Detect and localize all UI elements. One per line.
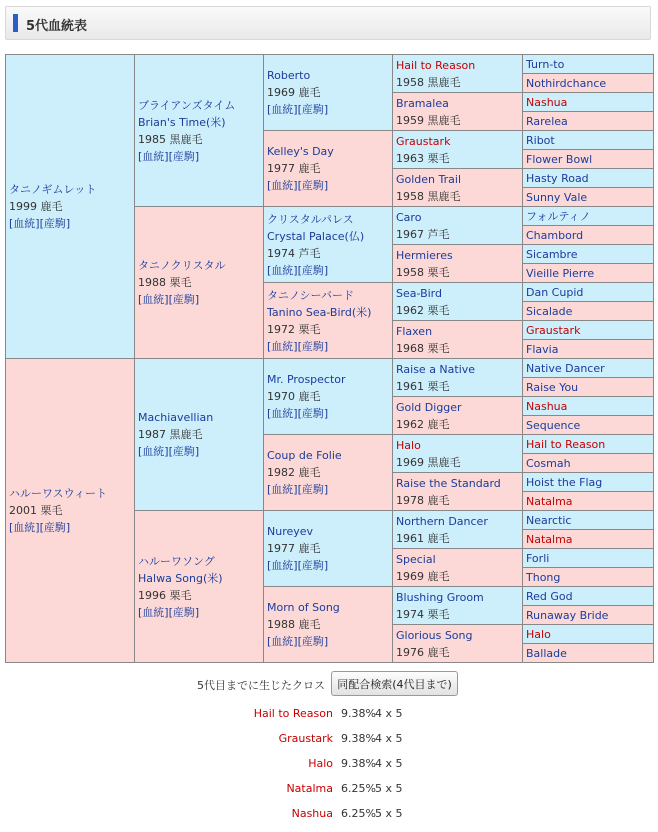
horse-name-link[interactable]: Dan Cupid — [526, 285, 584, 299]
horse-name-link[interactable]: タニノクリスタル — [138, 259, 226, 272]
horse-name-link[interactable]: Halo — [396, 438, 421, 452]
page-title: 5代血統表 — [26, 19, 88, 34]
pedigree-cell — [523, 549, 654, 568]
section-header — [5, 6, 651, 40]
pedigree-cell — [393, 245, 523, 283]
horse-name-link[interactable]: Flower Bowl — [526, 152, 593, 166]
horse-name-link[interactable]: Halo — [526, 627, 551, 641]
offspring-link[interactable]: [産駒] — [39, 217, 71, 230]
horse-name-link[interactable]: Northern Dancer — [396, 514, 488, 528]
pedigree-cell — [135, 511, 264, 663]
pedigree-cell — [6, 359, 135, 663]
horse-info: 1968 栗毛 — [396, 341, 450, 355]
horse-name-link[interactable]: Flavia — [526, 342, 559, 356]
offspring-link[interactable]: [産駒] — [168, 149, 200, 163]
horse-info: 1958 黒鹿毛 — [396, 75, 461, 89]
horse-name-link[interactable]: Red God — [526, 589, 573, 603]
horse-name-link[interactable]: ハルーワスウィート — [9, 487, 108, 500]
horse-name-link[interactable]: Mr. Prospector — [267, 373, 346, 386]
horse-name-link[interactable]: Raise a Native — [396, 362, 476, 376]
pedigree-link[interactable]: [血統] — [9, 217, 40, 230]
pedigree-cell — [6, 55, 135, 359]
horse-info: 1999 鹿毛 — [9, 200, 63, 213]
horse-name-link[interactable]: Sicambre — [526, 247, 578, 261]
pedigree-cell — [393, 131, 523, 169]
pedigree-link[interactable]: [血統] — [138, 605, 169, 619]
cross-percent: 9.38% — [341, 757, 376, 770]
offspring-link[interactable]: [産駒] — [297, 635, 329, 648]
pedigree-cell — [523, 74, 654, 93]
cross-generation: 4 x 5 — [375, 757, 403, 770]
pedigree-cell — [135, 207, 264, 359]
pedigree-cell — [523, 435, 654, 454]
horse-name-link[interactable]: Halwa Song(米) — [138, 571, 223, 585]
pedigree-cell — [393, 625, 523, 663]
pedigree-link[interactable]: [血統] — [267, 103, 298, 116]
cross-row — [0, 707, 658, 727]
horse-info: 1961 鹿毛 — [396, 531, 450, 545]
cross-percent: 6.25% — [341, 782, 376, 795]
pedigree-cell — [393, 207, 523, 245]
horse-name-link[interactable]: Ballade — [526, 646, 567, 660]
pedigree-cell — [264, 587, 393, 663]
horse-name-link[interactable]: Flaxen — [396, 324, 433, 338]
pedigree-cell — [523, 530, 654, 549]
cross-row — [0, 757, 658, 777]
horse-info: 1963 栗毛 — [396, 151, 450, 165]
horse-name-link[interactable]: Sequence — [526, 418, 581, 432]
pedigree-cell — [523, 226, 654, 245]
horse-info: 1959 黒鹿毛 — [396, 113, 461, 127]
pedigree-row — [6, 359, 654, 378]
pedigree-cell — [523, 207, 654, 226]
pedigree-cell — [523, 131, 654, 150]
pedigree-cell — [393, 93, 523, 131]
cross-horse-link[interactable]: Natalma — [286, 782, 333, 795]
horse-info: 1974 芦毛 — [267, 246, 321, 260]
horse-name-link[interactable]: フォルティノ — [526, 209, 591, 223]
offspring-link[interactable]: [産駒] — [168, 605, 200, 619]
offspring-link[interactable]: [産駒] — [297, 179, 329, 192]
pedigree-cell — [523, 93, 654, 112]
offspring-link[interactable]: [産駒] — [39, 521, 71, 534]
pedigree-cell — [393, 435, 523, 473]
cross-horse-link[interactable]: Halo — [308, 757, 333, 770]
pedigree-link[interactable]: [血統] — [267, 263, 298, 277]
horse-name-link[interactable]: Nothirdchance — [526, 76, 607, 90]
horse-name-link[interactable]: Hail to Reason — [396, 58, 476, 72]
horse-name-link[interactable]: Hoist the Flag — [526, 475, 603, 489]
pedigree-cell — [523, 397, 654, 416]
pedigree-cell — [523, 587, 654, 606]
same-cross-search-button[interactable]: 同配合検索(4代目まで) — [331, 671, 458, 696]
horse-name-link[interactable]: Gold Digger — [396, 400, 462, 414]
horse-info: 1972 栗毛 — [267, 322, 321, 336]
pedigree-cell — [393, 473, 523, 511]
cross-percent: 9.38% — [341, 732, 376, 745]
pedigree-cell — [393, 321, 523, 359]
cross-row — [0, 807, 658, 827]
pedigree-cell — [393, 397, 523, 435]
pedigree-cell — [523, 321, 654, 340]
pedigree-cell — [523, 112, 654, 131]
pedigree-cell — [393, 549, 523, 587]
horse-name-link[interactable]: Machiavellian — [138, 411, 214, 424]
horse-info: 1988 栗毛 — [138, 276, 192, 289]
horse-name-link[interactable]: タニノギムレット — [9, 183, 97, 196]
pedigree-cell — [264, 207, 393, 283]
horse-info: 1996 栗毛 — [138, 588, 192, 602]
horse-name-link[interactable]: Tanino Sea-Bird(米) — [267, 305, 372, 319]
pedigree-link[interactable]: [血統] — [138, 445, 169, 458]
pedigree-cell — [393, 169, 523, 207]
horse-info: 1987 黒鹿毛 — [138, 428, 203, 441]
pedigree-cell — [523, 264, 654, 283]
horse-info: 1982 鹿毛 — [267, 466, 321, 479]
horse-name-link[interactable]: Raise the Standard — [396, 476, 501, 490]
pedigree-link[interactable]: [血統] — [267, 559, 298, 572]
horse-info: 1977 鹿毛 — [267, 162, 321, 175]
pedigree-table — [5, 54, 654, 663]
horse-name-link[interactable]: Graustark — [526, 323, 581, 337]
horse-name-link[interactable]: Special — [396, 552, 436, 566]
horse-info: 1974 栗毛 — [396, 607, 450, 621]
horse-name-link[interactable]: Hail to Reason — [526, 437, 606, 451]
pedigree-cell — [523, 55, 654, 74]
horse-name-link[interactable]: Crystal Palace(仏) — [267, 229, 365, 243]
cross-label: 5代目までに生じたクロス — [197, 679, 325, 692]
horse-name-link[interactable]: Nashua — [526, 399, 568, 413]
cross-horse-link[interactable]: Hail to Reason — [253, 707, 333, 720]
pedigree-cell — [393, 283, 523, 321]
pedigree-cell — [523, 511, 654, 530]
horse-name-link[interactable]: Nureyev — [267, 525, 314, 538]
horse-name-link[interactable]: Sunny Vale — [526, 190, 588, 204]
horse-name-link[interactable]: Morn of Song — [267, 601, 340, 614]
cross-percent: 6.25% — [341, 807, 376, 820]
cross-generation: 4 x 5 — [375, 707, 403, 720]
pedigree-cell — [264, 435, 393, 511]
horse-info: 1988 鹿毛 — [267, 618, 321, 631]
horse-info: 2001 栗毛 — [9, 504, 63, 517]
pedigree-cell — [523, 644, 654, 663]
pedigree-cell — [523, 169, 654, 188]
horse-name-link[interactable]: Chambord — [526, 228, 584, 242]
cross-generation: 5 x 5 — [375, 782, 403, 795]
horse-name-link[interactable]: Sea-Bird — [396, 286, 442, 300]
horse-name-link[interactable]: Turn-to — [526, 57, 565, 71]
horse-name-link[interactable]: Raise You — [526, 380, 579, 394]
horse-name-link[interactable]: Golden Trail — [396, 172, 462, 186]
horse-info: 1970 鹿毛 — [267, 390, 321, 403]
horse-name-link[interactable]: Native Dancer — [526, 361, 605, 375]
horse-info: 1969 黒鹿毛 — [396, 455, 461, 469]
horse-name-link[interactable]: Natalma — [526, 494, 573, 508]
pedigree-cell — [523, 359, 654, 378]
pedigree-row — [6, 55, 654, 74]
horse-info: 1967 芦毛 — [396, 227, 450, 241]
horse-info: 1958 黒鹿毛 — [396, 189, 461, 203]
offspring-link[interactable]: [産駒] — [297, 407, 329, 420]
pedigree-link[interactable]: [血統] — [267, 483, 298, 496]
pedigree-cell — [523, 245, 654, 264]
pedigree-cell — [523, 454, 654, 473]
horse-name-link[interactable]: ブライアンズタイム — [138, 98, 236, 112]
pedigree-link[interactable]: [血統] — [138, 149, 169, 163]
horse-name-link[interactable]: Natalma — [526, 532, 573, 546]
offspring-link[interactable]: [産駒] — [297, 483, 329, 496]
horse-name-link[interactable]: Runaway Bride — [526, 608, 609, 622]
offspring-link[interactable]: [産駒] — [168, 293, 200, 306]
horse-info: 1961 栗毛 — [396, 379, 450, 393]
horse-name-link[interactable]: Nashua — [526, 95, 568, 109]
cross-row — [0, 732, 658, 752]
pedigree-cell — [523, 188, 654, 207]
pedigree-link[interactable]: [血統] — [9, 521, 40, 534]
pedigree-cell — [393, 359, 523, 397]
horse-name-link[interactable]: クリスタルパレス — [267, 212, 354, 226]
pedigree-cell — [264, 359, 393, 435]
pedigree-link[interactable]: [血統] — [138, 293, 169, 306]
horse-name-link[interactable]: Thong — [526, 570, 561, 584]
pedigree-link[interactable]: [血統] — [267, 339, 298, 353]
pedigree-cell — [393, 55, 523, 93]
horse-name-link[interactable]: タニノシーバード — [267, 288, 355, 302]
pedigree-cell — [264, 55, 393, 131]
pedigree-link[interactable]: [血統] — [267, 407, 298, 420]
pedigree-link[interactable]: [血統] — [267, 179, 298, 192]
horse-name-link[interactable]: Coup de Folie — [267, 449, 342, 462]
offspring-link[interactable]: [産駒] — [297, 103, 329, 116]
pedigree-cell — [264, 131, 393, 207]
horse-info: 1976 鹿毛 — [396, 645, 450, 659]
horse-info: 1969 鹿毛 — [396, 569, 450, 583]
pedigree-cell — [523, 568, 654, 587]
offspring-link[interactable]: [産駒] — [297, 263, 329, 277]
pedigree-cell — [264, 283, 393, 359]
pedigree-cell — [523, 416, 654, 435]
horse-name-link[interactable]: ハルーワソング — [138, 554, 215, 568]
horse-info: 1978 鹿毛 — [396, 493, 450, 507]
horse-name-link[interactable]: Brian's Time(米) — [138, 115, 226, 129]
pedigree-cell — [523, 473, 654, 492]
horse-info: 1958 栗毛 — [396, 265, 450, 279]
horse-name-link[interactable]: Caro — [396, 210, 422, 224]
cross-horse-link[interactable]: Nashua — [291, 807, 333, 820]
horse-name-link[interactable]: Vieille Pierre — [526, 266, 595, 280]
horse-info: 1962 栗毛 — [396, 303, 450, 317]
pedigree-link[interactable]: [血統] — [267, 635, 298, 648]
horse-name-link[interactable]: Kelley's Day — [267, 145, 334, 158]
offspring-link[interactable]: [産駒] — [168, 445, 200, 458]
horse-info: 1985 黒鹿毛 — [138, 132, 203, 146]
horse-name-link[interactable]: Roberto — [267, 69, 311, 82]
horse-name-link[interactable]: Ribot — [526, 133, 555, 147]
pedigree-cell — [523, 606, 654, 625]
header-accent-bar — [13, 14, 18, 32]
horse-name-link[interactable]: Forli — [526, 551, 550, 565]
horse-name-link[interactable]: Hasty Road — [526, 171, 589, 185]
cross-percent: 9.38% — [341, 707, 376, 720]
pedigree-cell — [135, 55, 264, 207]
pedigree-cell — [135, 359, 264, 511]
horse-name-link[interactable]: Rarelea — [526, 114, 568, 128]
offspring-link[interactable]: [産駒] — [297, 339, 329, 353]
cross-horse-link[interactable]: Graustark — [278, 732, 333, 745]
horse-name-link[interactable]: Blushing Groom — [396, 590, 484, 604]
horse-info: 1977 鹿毛 — [267, 542, 321, 555]
pedigree-cell — [523, 625, 654, 644]
cross-generation: 5 x 5 — [375, 807, 403, 820]
pedigree-cell — [523, 492, 654, 511]
horse-name-link[interactable]: Bramalea — [396, 96, 449, 110]
cross-row — [0, 782, 658, 802]
offspring-link[interactable]: [産駒] — [297, 559, 329, 572]
pedigree-cell — [523, 340, 654, 359]
cross-generation: 4 x 5 — [375, 732, 403, 745]
pedigree-cell — [523, 378, 654, 397]
horse-name-link[interactable]: Graustark — [396, 134, 451, 148]
horse-info: 1962 鹿毛 — [396, 417, 450, 431]
pedigree-cell — [393, 587, 523, 625]
horse-name-link[interactable]: Cosmah — [526, 456, 571, 470]
horse-name-link[interactable]: Glorious Song — [396, 628, 473, 642]
pedigree-cell — [264, 511, 393, 587]
horse-name-link[interactable]: Sicalade — [526, 304, 573, 318]
horse-info: 1969 鹿毛 — [267, 86, 321, 99]
pedigree-cell — [393, 511, 523, 549]
horse-name-link[interactable]: Nearctic — [526, 513, 572, 527]
pedigree-cell — [523, 302, 654, 321]
pedigree-cell — [523, 150, 654, 169]
pedigree-cell — [523, 283, 654, 302]
horse-name-link[interactable]: Hermieres — [396, 248, 453, 262]
